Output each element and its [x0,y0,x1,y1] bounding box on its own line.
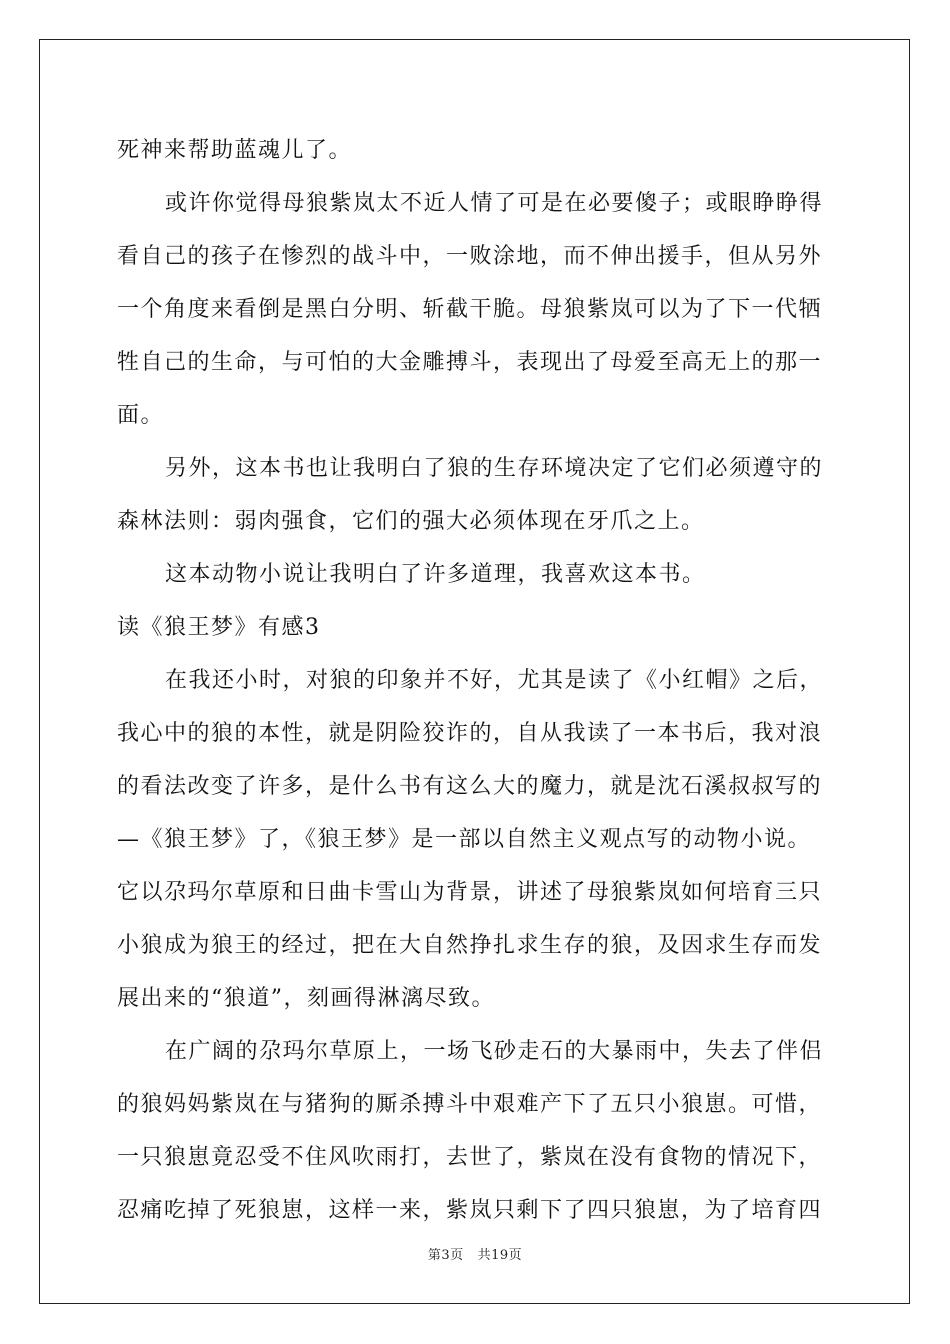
text-line: 另外，这本书也让我明白了狼的生存环境决定了它们必须遵守的 [165,456,824,481]
text-line: 一只狼崽竟忍受不住风吹雨打，去世了，紫岚在没有食物的情况下， [117,1145,823,1170]
text-line: 忍痛吃掉了死狼崽，这样一来，紫岚只剩下了四只狼崽，为了培育四 [117,1198,823,1223]
document-body [117,124,837,1237]
text-line: 一个角度来看倒是黑白分明、斩截干脆。母狼紫岚可以为了下一代牺 [117,297,823,322]
text-line: 的狼妈妈紫岚在与猪狗的厮杀搏斗中艰难产下了五只小狼崽。可惜， [117,1092,823,1117]
text-line: 小狼成为狼王的经过，把在大自然挣扎求生存的狼，及因求生存而发 [117,933,823,958]
text-line: —《狼王梦》了，《狼王梦》是一部以自然主义观点写的动物小说。 [117,827,812,852]
text-line: 或许你觉得母狼紫岚太不近人情了可是在必要傻子；或眼睁睁得 [165,191,824,216]
text-line: 牲自己的生命，与可怕的大金雕搏斗，表现出了母爱至高无上的那一 [117,350,823,375]
text-line: 森林法则：弱肉强食，它们的强大必须体现在牙爪之上。 [117,509,705,534]
page-footer [0,1244,950,1263]
text-line: 我心中的狼的本性，就是阴险狡诈的，自从我读了一本书后，我对浪 [117,721,823,746]
text-line: 死神来帮助蓝魂儿了。 [117,138,353,163]
text-line: 看自己的孩子在惨烈的战斗中，一败涂地，而不伸出援手，但从另外 [117,244,823,269]
text-line: 的看法改变了许多，是什么书有这么大的魔力，就是沈石溪叔叔写的 [117,774,823,799]
text-line: 展出来的“狼道”，刻画得淋漓尽致。 [117,986,495,1011]
text-line: 面。 [117,403,165,428]
page-total: 共19页 [477,1248,523,1263]
text-line: 在我还小时，对狼的印象并不好，尤其是读了《小红帽》之后， [165,668,824,693]
text-line: 这本动物小说让我明白了许多道理，我喜欢这本书。 [165,562,706,587]
text-line: 在广阔的尕玛尔草原上，一场飞砂走石的大暴雨中，失去了伴侣 [165,1039,824,1064]
text-line: 它以尕玛尔草原和日曲卡雪山为背景，讲述了母狼紫岚如何培育三只 [117,880,823,905]
page-number: 第3页 [427,1248,464,1263]
section-heading: 读《狼王梦》有感3 [117,615,321,640]
